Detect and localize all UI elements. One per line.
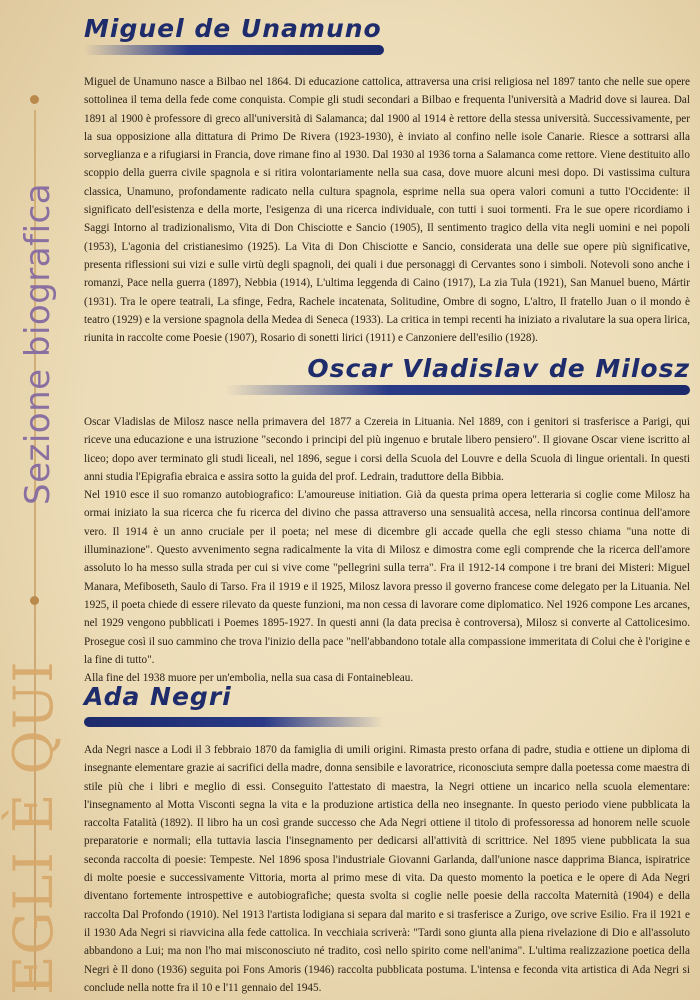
side-dot-top <box>30 95 39 104</box>
heading-underline <box>225 385 690 395</box>
logo: EGLI È QUI <box>2 660 65 995</box>
section-body-unamuno <box>84 73 690 347</box>
section-label: Sezione biografica <box>18 182 58 505</box>
heading-underline <box>84 717 384 727</box>
paragraph: Nel 1910 esce il suo romanzo autobiografico: L'amoureuse initiation. Già da questa prima opera letteraria si coglie come Milosz ha ormai iniziato la sua ricerca che fu ricerca del divino che passa attraverso una sensualità accesa, nella rincorsa continua dell'amore vero. Il 1914 è un anno cruciale per il poeta; nel mese di dicembre gli accade quella che egli stesso chiama "una notte di illuminazione". Questo avvenimento segna radicalmente la vita di Milosz e dimostra come egli comprende che la ricerca dell'amore assoluto lo ha messo sulla strada per cui si vive come "pellegrini sulla terra". Fra il 1912-14 compone i tre brani dei Misteri: Miguel Manara, Mefiboseth, Saulo di Tarso. Fra il 1919 e il 1925, Milosz lavora presso il governo francese come delegato per la Lituania. Nel 1925, il poeta chiede di essere rilevato da queste funzioni, ma non cessa di lavorare come diplomatico. Nel 1926 compone Les arcanes, nel 1929 vengono pubblicati i Poemes 1895-1927. In questi anni (la data precisa è controversa), Milosz si converte al Cattolicesimo. Prosegue così il suo cammino che trova l'inizio della pace "nell'abbandono totale alla compassione immeritata di Colui che è l'origine e la fine di tutto". <box>84 489 690 666</box>
paragraph: Alla fine del 1938 muore per un'embolia, nella sua casa di Fontainebleau. <box>84 672 414 685</box>
section-heading-unamuno <box>84 14 384 55</box>
paragraph: Miguel de Unamuno nasce a Bilbao nel 1864. Di educazione cattolica, attraversa una crisi religiosa nel 1897 tanto che nelle sue opere sottolinea il tema della fede come conquista. Compie gli studi secondari a Bilbao e frequenta l'università a Madrid dove si laurea. Dal 1891 al 1900 è professore di greco all'università di Salamanca; dal 1900 al 1914 è rettore della stessa università. Successivamente, per la sua opposizione alla dittatura di Primo De Rivera (1923-1930), è inviato al confino nelle isole Canarie. Riesce a sottrarsi alla sorveglianza e a rifugiarsi in Francia, dove rimane fino al 1930. Dal 1930 al 1936 torna a Salamanca come rettore. Viene destituito allo scoppio della guerra civile spagnola e si ritira volontariamente nella sua casa, dove muore alcuni mesi dopo. Di vastissima cultura classica, Unamuno, profondamente radicato nella cultura spagnola, esprime nella sua opera valori comuni a tutto l'Occidente: il significato dell'esistenza e della morte, l'esigenza di una ricerca individuale, con tutti i suoi tormenti. Fra le sue opere ricordiamo i Saggi Intorno al tradizionalismo, Vita di Don Chisciotte e Sancio (1905), Il sentimento tragico della vita negli uomini e nei popoli (1953), L'agonia del cristianesimo (1925). La Vita di Don Chisciotte e Sancio, considerata una delle sue opere più significative, presenta riflessioni sui vizi e sulle virtù degli spagnoli, dei quali i due personaggi di Cervantes sono i simboli. Notevoli sono anche i romanzi, Pace nella guerra (1897), Nebbia (1914), L'ultima leggenda di Caino (1917), La zia Tula (1921), San Manuel bueno, Mártir (1931). Tra le opere teatrali, La sfinge, Fedra, Rachele incatenata, Solitudine, Ombre di sogno, L'altro, Il fratello Juan o il mondo è teatro (1929) e la versione spagnola della Medea di Seneca (1933). La critica in tempi recenti ha iniziato a rivalutare la sua opera lirica, riunita in raccolte come Poesie (1907), Rosario di sonetti lirici (1911) e Canzoniere dell'esilio (1928). <box>84 76 690 345</box>
section-title: Miguel de Unamuno <box>84 14 382 43</box>
section-title: Ada Negri <box>84 682 232 711</box>
heading-underline <box>84 45 384 55</box>
section-title: Oscar Vladislav de Milosz <box>307 354 690 383</box>
section-heading-negri <box>84 682 384 727</box>
paragraph: Oscar Vladislas de Milosz nasce nella primavera del 1877 a Czereia in Lituania. Nel 1889, con i genitori si trasferisce a Parigi, qui riceve una educazione e una istruzione "secondo i principi del più ingenuo e brutale libero pensiero". Il giovane Oscar viene iscritto al liceo; dopo aver terminato gli studi liceali, nel 1896, segue i corsi della Scuola del Louvre e della Scuola di lingue orientali. In questi anni studia l'Epigrafia ebraica e assira sotto la guida del prof. Ledrain, traduttore della Bibbia. <box>84 416 690 483</box>
side-dot-middle <box>30 596 39 605</box>
section-body-negri <box>84 741 690 997</box>
section-body-milosz <box>84 413 690 687</box>
section-heading-milosz <box>220 354 690 395</box>
paragraph: Ada Negri nasce a Lodi il 3 febbraio 1870 da famiglia di umili origini. Rimasta presto orfana di padre, studia e ottiene un diploma di insegnante elementare grazie ai sacrifici della madre, donna sensibile e lavoratrice, riconosciuta sempre dalla poetessa come maestra di stile più che i libri e meglio di essi. Conseguito l'attestato di maestra, la Negri ottiene un incarico nella scuola elementare: l'insegnamento al Motta Visconti segna la vita e la produzione artistica della neo insegnante. In questo periodo viene pubblicata la raccolta Fatalità (1892). Il libro ha un così grande successo che Ada Negri ottiene il titolo di professoressa ad honorem nelle scuole preparatorie e normali; ella tuttavia lascia l'insegnamento per dedicarsi all'attività di scrittrice. Nel 1895 viene pubblicata la sua seconda raccolta di poesie: Tempeste. Nel 1896 sposa l'industriale Giovanni Garlanda, dall'unione nasce dapprima Bianca, ispiratrice di molte poesie e successivamente Vittoria, morta al primo mese di vita. Da questo momento la poetica e le opere di Ada Negri diventano fortemente introspettive e autobiografiche; questa svolta si coglie nelle poesie della raccolta Maternità (1904) e della raccolta Dal Profondo (1910). Nel 1913 l'artista lodigiana si separa dal marito e si trasferisce a Zurigo, ove scrive Esilio. Fra il 1921 e il 1930 Ada Negri si riavvicina alla fede cattolica. In vecchiaia scriverà: "Tardi sono giunta alla piena rivelazione di Dio e all'assoluto abbandono a Lui; ma non l'ho mai misconosciuto né tradito, così nello spirito come nell'anima". L'ultima realizzazione poetica della Negri è Il dono (1936) seguita poi Fons Amoris (1946) raccolta pubblicata postuma. L'intensa e feconda vita artistica di Ada Negri si conclude nella notte fra il 10 e l'11 gennaio del 1945. <box>84 744 690 994</box>
